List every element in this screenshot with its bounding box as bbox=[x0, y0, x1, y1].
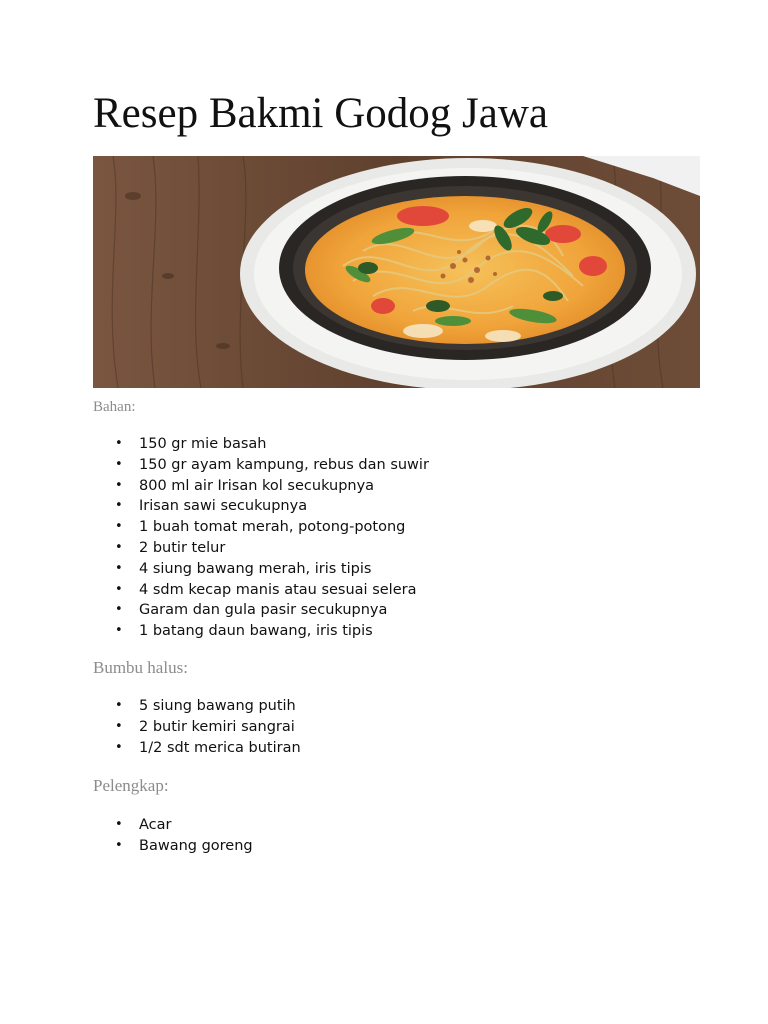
bullet-icon: • bbox=[115, 718, 123, 734]
list-item-text: 1 buah tomat merah, potong-potong bbox=[139, 519, 406, 536]
list-item-text: 4 siung bawang merah, iris tipis bbox=[139, 560, 372, 577]
bullet-icon: • bbox=[115, 837, 123, 853]
bullet-icon: • bbox=[115, 539, 123, 555]
list-item bbox=[0, 696, 301, 717]
list-item-text: 2 butir telur bbox=[139, 539, 226, 556]
list-item-text: 800 ml air Irisan kol secukupnya bbox=[139, 477, 375, 494]
bullet-icon: • bbox=[115, 581, 123, 597]
bullet-icon: • bbox=[115, 498, 123, 514]
bullet-icon: • bbox=[115, 456, 123, 472]
list-item bbox=[0, 738, 301, 759]
page-title: Resep Bakmi Godog Jawa bbox=[93, 90, 549, 137]
bullet-icon: • bbox=[115, 739, 123, 755]
list-item bbox=[0, 476, 429, 497]
bullet-icon: • bbox=[115, 519, 123, 535]
list-item bbox=[0, 434, 429, 455]
list-item bbox=[0, 580, 429, 601]
list-item-text: Garam dan gula pasir secukupnya bbox=[139, 602, 388, 619]
list-item bbox=[0, 517, 429, 538]
bullet-icon: • bbox=[115, 436, 123, 451]
bullet-icon: • bbox=[115, 698, 123, 713]
ingredient-list-pelengkap bbox=[0, 815, 253, 857]
list-item bbox=[0, 600, 429, 621]
list-item bbox=[0, 621, 429, 642]
section-label-bahan: Bahan: bbox=[93, 399, 136, 415]
list-item-text: 2 butir kemiri sangrai bbox=[139, 718, 295, 735]
list-item-text: 150 gr ayam kampung, rebus dan suwir bbox=[139, 456, 429, 473]
bullet-icon: • bbox=[115, 602, 123, 618]
list-item-text: 1 batang daun bawang, iris tipis bbox=[139, 623, 373, 640]
bakmi-godog-illustration bbox=[93, 156, 700, 388]
list-item bbox=[0, 717, 301, 738]
ingredient-list-bahan bbox=[0, 434, 429, 642]
list-item bbox=[0, 538, 429, 559]
ingredient-list-bumbu-halus bbox=[0, 696, 301, 758]
dish-photo bbox=[93, 156, 700, 388]
list-item bbox=[0, 836, 253, 857]
list-item bbox=[0, 815, 253, 836]
list-item-text: Irisan sawi secukupnya bbox=[139, 498, 308, 515]
bullet-icon: • bbox=[115, 623, 123, 639]
section-label-pelengkap: Pelengkap: bbox=[93, 776, 169, 795]
list-item-text: 1/2 sdt merica butiran bbox=[139, 739, 301, 756]
bullet-icon: • bbox=[115, 560, 123, 576]
bullet-icon: • bbox=[115, 817, 123, 832]
section-label-bumbu-halus: Bumbu halus: bbox=[93, 658, 188, 677]
list-item bbox=[0, 496, 429, 517]
list-item bbox=[0, 559, 429, 580]
list-item-text: Acar bbox=[139, 817, 172, 833]
list-item-text: 5 siung bawang putih bbox=[139, 698, 296, 714]
list-item-text: 4 sdm kecap manis atau sesuai selera bbox=[139, 581, 417, 598]
list-item-text: 150 gr mie basah bbox=[139, 436, 267, 452]
list-item-text: Bawang goreng bbox=[139, 837, 253, 854]
list-item bbox=[0, 455, 429, 476]
bullet-icon: • bbox=[115, 477, 123, 493]
